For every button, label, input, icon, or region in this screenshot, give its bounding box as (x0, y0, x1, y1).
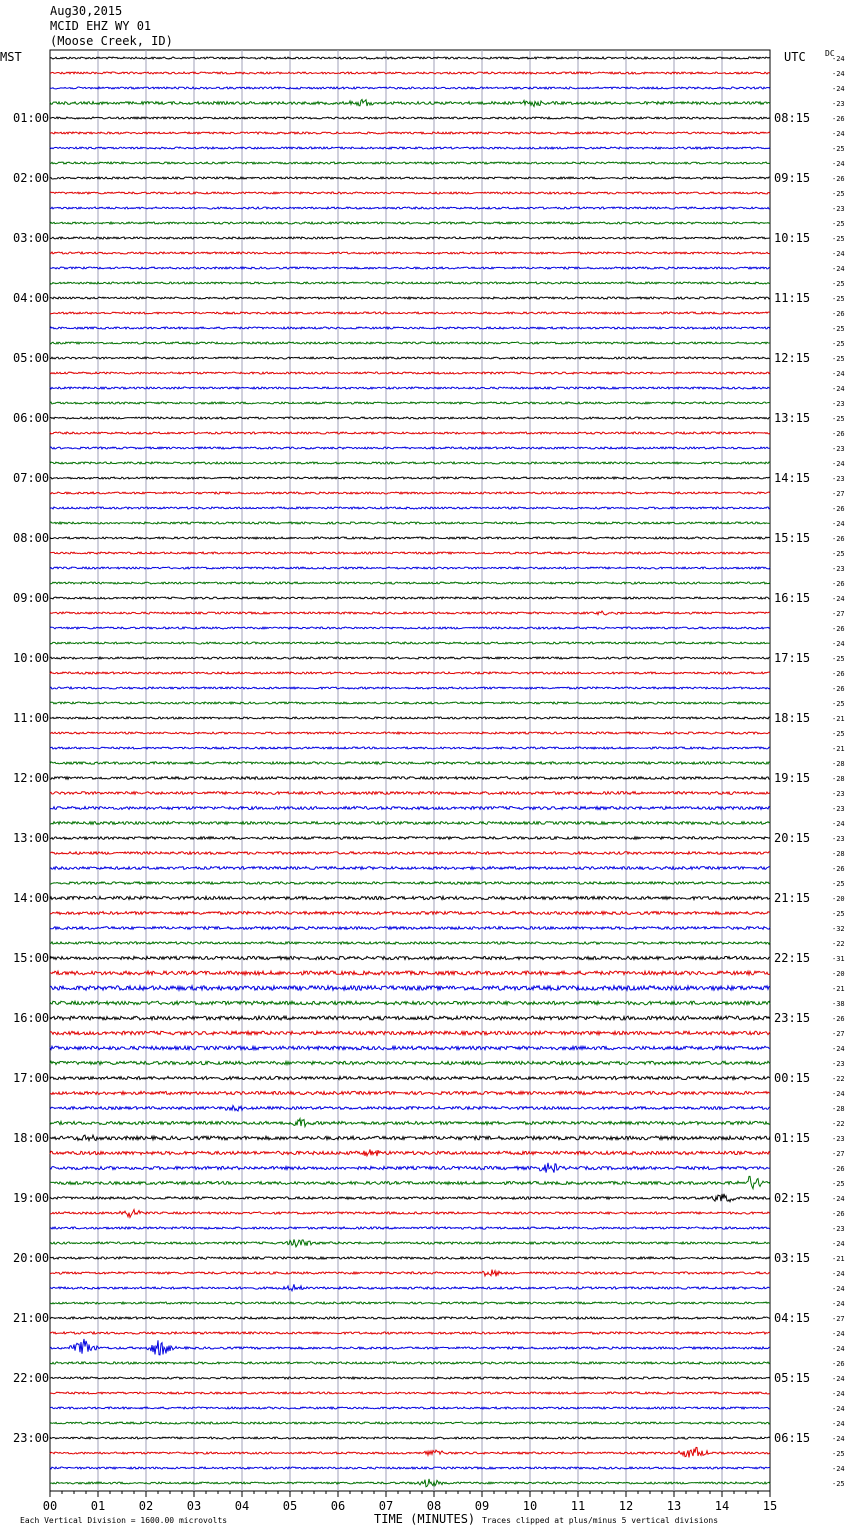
dc-offset-label: -26 (832, 535, 845, 543)
dc-offset-label: -24 (832, 1345, 845, 1353)
trace-row (50, 402, 770, 404)
trace-row (50, 117, 770, 119)
dc-offset-label: -25 (832, 700, 845, 708)
trace-row (50, 672, 770, 674)
right-hour-label: 18:15 (774, 711, 811, 725)
trace-row (50, 777, 770, 780)
dc-offset-label: -24 (832, 1465, 845, 1473)
dc-offset-label: -25 (832, 880, 845, 888)
trace-row (50, 387, 770, 389)
dc-offset-label: -25 (832, 220, 845, 228)
right-hour-label: 14:15 (774, 471, 811, 485)
dc-offset-label: -24 (832, 1375, 845, 1383)
right-hour-label: 15:15 (774, 531, 811, 545)
dc-offset-label: -22 (832, 1120, 845, 1128)
dc-offset-label: -23 (832, 100, 845, 108)
trace-row (50, 732, 770, 734)
trace-row (50, 1377, 770, 1379)
trace-row (50, 717, 770, 719)
trace-row (50, 447, 770, 449)
dc-offset-label: -24 (832, 1090, 845, 1098)
dc-offset-label: -24 (832, 130, 845, 138)
trace-row (50, 1362, 770, 1364)
dc-offset-label: -28 (832, 775, 845, 783)
dc-offset-label: -26 (832, 505, 845, 513)
trace-row (50, 1016, 770, 1020)
trace-row (50, 1467, 770, 1469)
dc-offset-label: -25 (832, 340, 845, 348)
trace-row (50, 252, 770, 254)
trace-row (50, 297, 770, 299)
left-hour-label: 18:00 (13, 1131, 50, 1145)
dc-offset-label: -21 (832, 1255, 845, 1263)
dc-offset-label: -23 (832, 790, 845, 798)
dc-offset-label: -23 (832, 205, 845, 213)
trace-row (50, 72, 770, 74)
dc-offset-label: -27 (832, 490, 845, 498)
trace-row (50, 1194, 770, 1202)
left-hour-label: 23:00 (13, 1431, 50, 1445)
trace-row (50, 747, 770, 749)
dc-offset-label: -24 (832, 1240, 845, 1248)
dc-offset-label: -20 (832, 970, 845, 978)
x-axis-title: TIME (MINUTES) (374, 1512, 476, 1526)
right-hour-label: 11:15 (774, 291, 811, 305)
trace-row (50, 327, 770, 329)
dc-offset-label: -22 (832, 1075, 845, 1083)
dc-offset-label: -25 (832, 415, 845, 423)
trace-row (50, 1001, 770, 1005)
right-hour-label: 04:15 (774, 1311, 811, 1325)
right-hour-label: 23:15 (774, 1011, 811, 1025)
right-hour-label: 02:15 (774, 1191, 811, 1205)
trace-row (50, 1270, 770, 1277)
header-station: MCID EHZ WY 01 (50, 19, 152, 33)
x-tick-label: 14 (714, 1499, 730, 1513)
dc-offset-label: -25 (832, 280, 845, 288)
dc-label: DC (825, 49, 835, 58)
trace-row (50, 192, 770, 194)
left-hour-label: 11:00 (13, 711, 50, 725)
dc-offset-label: -25 (832, 145, 845, 153)
right-hour-label: 05:15 (774, 1371, 811, 1385)
trace-row (50, 1284, 770, 1291)
trace-row (50, 837, 770, 840)
right-hour-label: 13:15 (774, 411, 811, 425)
dc-offset-label: -27 (832, 1150, 845, 1158)
trace-row (50, 611, 770, 615)
left-hour-label: 17:00 (13, 1071, 50, 1085)
trace-row (50, 100, 770, 107)
dc-offset-label: -25 (832, 910, 845, 918)
dc-offset-label: -25 (832, 355, 845, 363)
dc-offset-label: -26 (832, 1165, 845, 1173)
dc-offset-label: -23 (832, 835, 845, 843)
x-tick-label: 07 (378, 1499, 394, 1513)
trace-row (50, 927, 770, 930)
dc-offset-label: -31 (832, 955, 845, 963)
dc-offset-label: -23 (832, 565, 845, 573)
trace-row (50, 1061, 770, 1064)
trace-row (50, 312, 770, 314)
trace-row (50, 492, 770, 494)
trace-row (50, 537, 770, 539)
trace-row (50, 462, 770, 464)
trace-row (50, 282, 770, 284)
dc-offset-label: -24 (832, 520, 845, 528)
trace-row (50, 942, 770, 944)
dc-offset-label: -25 (832, 190, 845, 198)
trace-row (50, 342, 770, 344)
dc-offset-label: -24 (832, 1270, 845, 1278)
dc-offset-label: -23 (832, 1225, 845, 1233)
trace-row (50, 1317, 770, 1319)
trace-row (50, 1407, 770, 1409)
header-date: Aug30,2015 (50, 4, 123, 18)
trace-row (50, 627, 770, 629)
trace-row (50, 552, 770, 554)
dc-offset-label: -24 (832, 1435, 845, 1443)
dc-offset-label: -21 (832, 745, 845, 753)
right-hour-label: 06:15 (774, 1431, 811, 1445)
dc-offset-label: -24 (832, 1285, 845, 1293)
dc-offset-label: -26 (832, 175, 845, 183)
left-timezone-label: MST (0, 50, 22, 64)
dc-offset-label: -25 (832, 1480, 845, 1488)
trace-row (50, 1332, 770, 1334)
trace-row (50, 1046, 770, 1050)
trace-row (50, 1239, 770, 1246)
dc-offset-label: -26 (832, 430, 845, 438)
x-tick-label: 09 (474, 1499, 490, 1513)
left-hour-label: 03:00 (13, 231, 50, 245)
trace-row (50, 956, 770, 959)
trace-row (50, 207, 770, 209)
dc-offset-label: -24 (832, 1045, 845, 1053)
dc-offset-label: -20 (832, 895, 845, 903)
left-hour-label: 01:00 (13, 111, 50, 125)
trace-row (50, 597, 770, 599)
left-hour-label: 12:00 (13, 771, 50, 785)
dc-offset-label: -28 (832, 850, 845, 858)
dc-offset-label: -26 (832, 625, 845, 633)
trace-row (50, 1163, 770, 1173)
dc-offset-label: -23 (832, 445, 845, 453)
left-hour-label: 07:00 (13, 471, 50, 485)
dc-offset-label: -26 (832, 670, 845, 678)
x-tick-label: 08 (426, 1499, 442, 1513)
trace-row (50, 792, 770, 795)
trace-row (50, 912, 770, 915)
dc-offset-label: -27 (832, 1030, 845, 1038)
left-hour-label: 14:00 (13, 891, 50, 905)
trace-row (50, 1135, 770, 1140)
x-tick-label: 15 (762, 1499, 778, 1513)
dc-offset-label: -25 (832, 325, 845, 333)
right-hour-label: 00:15 (774, 1071, 811, 1085)
left-hour-label: 21:00 (13, 1311, 50, 1325)
trace-row (50, 1392, 770, 1394)
dc-offset-label: -24 (832, 265, 845, 273)
trace-row (50, 882, 770, 884)
dc-offset-label: -24 (832, 640, 845, 648)
dc-offset-label: -26 (832, 685, 845, 693)
dc-offset-label: -24 (832, 1330, 845, 1338)
trace-row (50, 87, 770, 89)
x-tick-label: 00 (42, 1499, 58, 1513)
dc-offset-label: -26 (832, 1360, 845, 1368)
trace-row (50, 267, 770, 269)
trace-row (50, 762, 770, 764)
clip-note: Traces clipped at plus/minus 5 vertical divisions (482, 1516, 719, 1525)
dc-offset-label: -25 (832, 1450, 845, 1458)
left-hour-label: 09:00 (13, 591, 50, 605)
left-hour-label: 05:00 (13, 351, 50, 365)
dc-offset-label: -24 (832, 1405, 845, 1413)
x-tick-label: 06 (330, 1499, 346, 1513)
right-hour-label: 16:15 (774, 591, 811, 605)
trace-row (50, 1149, 770, 1156)
trace-row (50, 1422, 770, 1424)
trace-row (50, 1339, 770, 1355)
x-tick-label: 12 (618, 1499, 634, 1513)
right-hour-label: 22:15 (774, 951, 811, 965)
dc-offset-label: -32 (832, 925, 845, 933)
dc-offset-label: -26 (832, 1015, 845, 1023)
dc-offset-label: -21 (832, 985, 845, 993)
right-hour-label: 01:15 (774, 1131, 811, 1145)
dc-offset-label: -24 (832, 460, 845, 468)
dc-offset-label: -21 (832, 715, 845, 723)
dc-offset-label: -24 (832, 55, 845, 63)
trace-row (50, 1302, 770, 1304)
trace-row (50, 1176, 770, 1188)
trace-row (50, 57, 770, 59)
trace-row (50, 642, 770, 644)
right-hour-label: 10:15 (774, 231, 811, 245)
plot-frame (50, 50, 770, 1491)
dc-offset-label: -28 (832, 1105, 845, 1113)
x-tick-label: 05 (282, 1499, 298, 1513)
trace-row (50, 477, 770, 479)
trace-row (50, 896, 770, 899)
trace-row (50, 1210, 770, 1218)
right-hour-label: 03:15 (774, 1251, 811, 1265)
dc-offset-label: -28 (832, 760, 845, 768)
trace-row (50, 417, 770, 419)
dc-offset-label: -24 (832, 595, 845, 603)
left-hour-label: 22:00 (13, 1371, 50, 1385)
dc-offset-label: -26 (832, 865, 845, 873)
trace-row (50, 986, 770, 990)
trace-row (50, 1031, 770, 1035)
left-hour-label: 15:00 (13, 951, 50, 965)
right-hour-label: 19:15 (774, 771, 811, 785)
x-tick-label: 03 (186, 1499, 202, 1513)
right-hour-label: 09:15 (774, 171, 811, 185)
trace-row (50, 807, 770, 810)
trace-row (50, 1227, 770, 1229)
dc-offset-label: -27 (832, 610, 845, 618)
trace-row (50, 132, 770, 134)
trace-row (50, 222, 770, 224)
left-hour-label: 10:00 (13, 651, 50, 665)
dc-offset-label: -23 (832, 805, 845, 813)
trace-row (50, 1447, 770, 1457)
trace-row (50, 1091, 770, 1094)
dc-offset-label: -23 (832, 1060, 845, 1068)
dc-offset-label: -24 (832, 85, 845, 93)
dc-offset-label: -25 (832, 655, 845, 663)
dc-offset-label: -23 (832, 475, 845, 483)
right-hour-label: 20:15 (774, 831, 811, 845)
trace-row (50, 822, 770, 825)
x-tick-label: 01 (90, 1499, 106, 1513)
trace-row (50, 147, 770, 149)
right-hour-label: 08:15 (774, 111, 811, 125)
left-hour-label: 20:00 (13, 1251, 50, 1265)
dc-offset-label: -24 (832, 1390, 845, 1398)
header-location: (Moose Creek, ID) (50, 34, 173, 48)
dc-offset-label: -22 (832, 940, 845, 948)
dc-offset-label: -27 (832, 1315, 845, 1323)
scale-note: Each Vertical Division = 1600.00 microvolts (20, 1516, 228, 1525)
trace-row (50, 177, 770, 179)
left-hour-label: 13:00 (13, 831, 50, 845)
trace-row (50, 1076, 770, 1079)
dc-offset-label: -38 (832, 1000, 845, 1008)
right-hour-label: 12:15 (774, 351, 811, 365)
x-tick-label: 11 (570, 1499, 586, 1513)
dc-offset-label: -24 (832, 1195, 845, 1203)
dc-offset-label: -26 (832, 115, 845, 123)
dc-offset-label: -24 (832, 250, 845, 258)
trace-row (50, 162, 770, 164)
x-tick-label: 10 (522, 1499, 538, 1513)
trace-row (50, 582, 770, 584)
dc-offset-label: -24 (832, 160, 845, 168)
dc-offset-label: -24 (832, 385, 845, 393)
trace-row (50, 567, 770, 569)
trace-row (50, 1479, 770, 1487)
right-hour-label: 17:15 (774, 651, 811, 665)
dc-offset-label: -26 (832, 1210, 845, 1218)
left-hour-label: 08:00 (13, 531, 50, 545)
dc-offset-label: -24 (832, 70, 845, 78)
dc-offset-label: -25 (832, 1180, 845, 1188)
dc-offset-label: -25 (832, 295, 845, 303)
right-timezone-label: UTC (784, 50, 806, 64)
trace-row (50, 657, 770, 659)
dc-offset-label: -24 (832, 1420, 845, 1428)
left-hour-label: 04:00 (13, 291, 50, 305)
dc-offset-label: -25 (832, 730, 845, 738)
trace-row (50, 507, 770, 509)
dc-offset-label: -26 (832, 310, 845, 318)
left-hour-label: 19:00 (13, 1191, 50, 1205)
left-hour-label: 06:00 (13, 411, 50, 425)
trace-row (50, 971, 770, 975)
trace-row (50, 687, 770, 689)
trace-row (50, 432, 770, 434)
dc-offset-label: -24 (832, 370, 845, 378)
trace-row (50, 1257, 770, 1259)
trace-row (50, 867, 770, 870)
trace-row (50, 852, 770, 855)
trace-row (50, 1119, 770, 1127)
trace-row (50, 1106, 770, 1111)
dc-offset-label: -25 (832, 550, 845, 558)
left-hour-label: 16:00 (13, 1011, 50, 1025)
trace-row (50, 237, 770, 239)
x-tick-label: 02 (138, 1499, 154, 1513)
x-tick-label: 04 (234, 1499, 250, 1513)
dc-offset-label: -24 (832, 1300, 845, 1308)
dc-offset-label: -26 (832, 580, 845, 588)
trace-row (50, 522, 770, 524)
dc-offset-label: -23 (832, 400, 845, 408)
dc-offset-label: -25 (832, 235, 845, 243)
trace-row (50, 372, 770, 374)
trace-row (50, 702, 770, 704)
trace-row (50, 357, 770, 359)
dc-offset-label: -23 (832, 1135, 845, 1143)
left-hour-label: 02:00 (13, 171, 50, 185)
trace-row (50, 1437, 770, 1439)
dc-offset-label: -24 (832, 820, 845, 828)
x-tick-label: 13 (666, 1499, 682, 1513)
right-hour-label: 21:15 (774, 891, 811, 905)
